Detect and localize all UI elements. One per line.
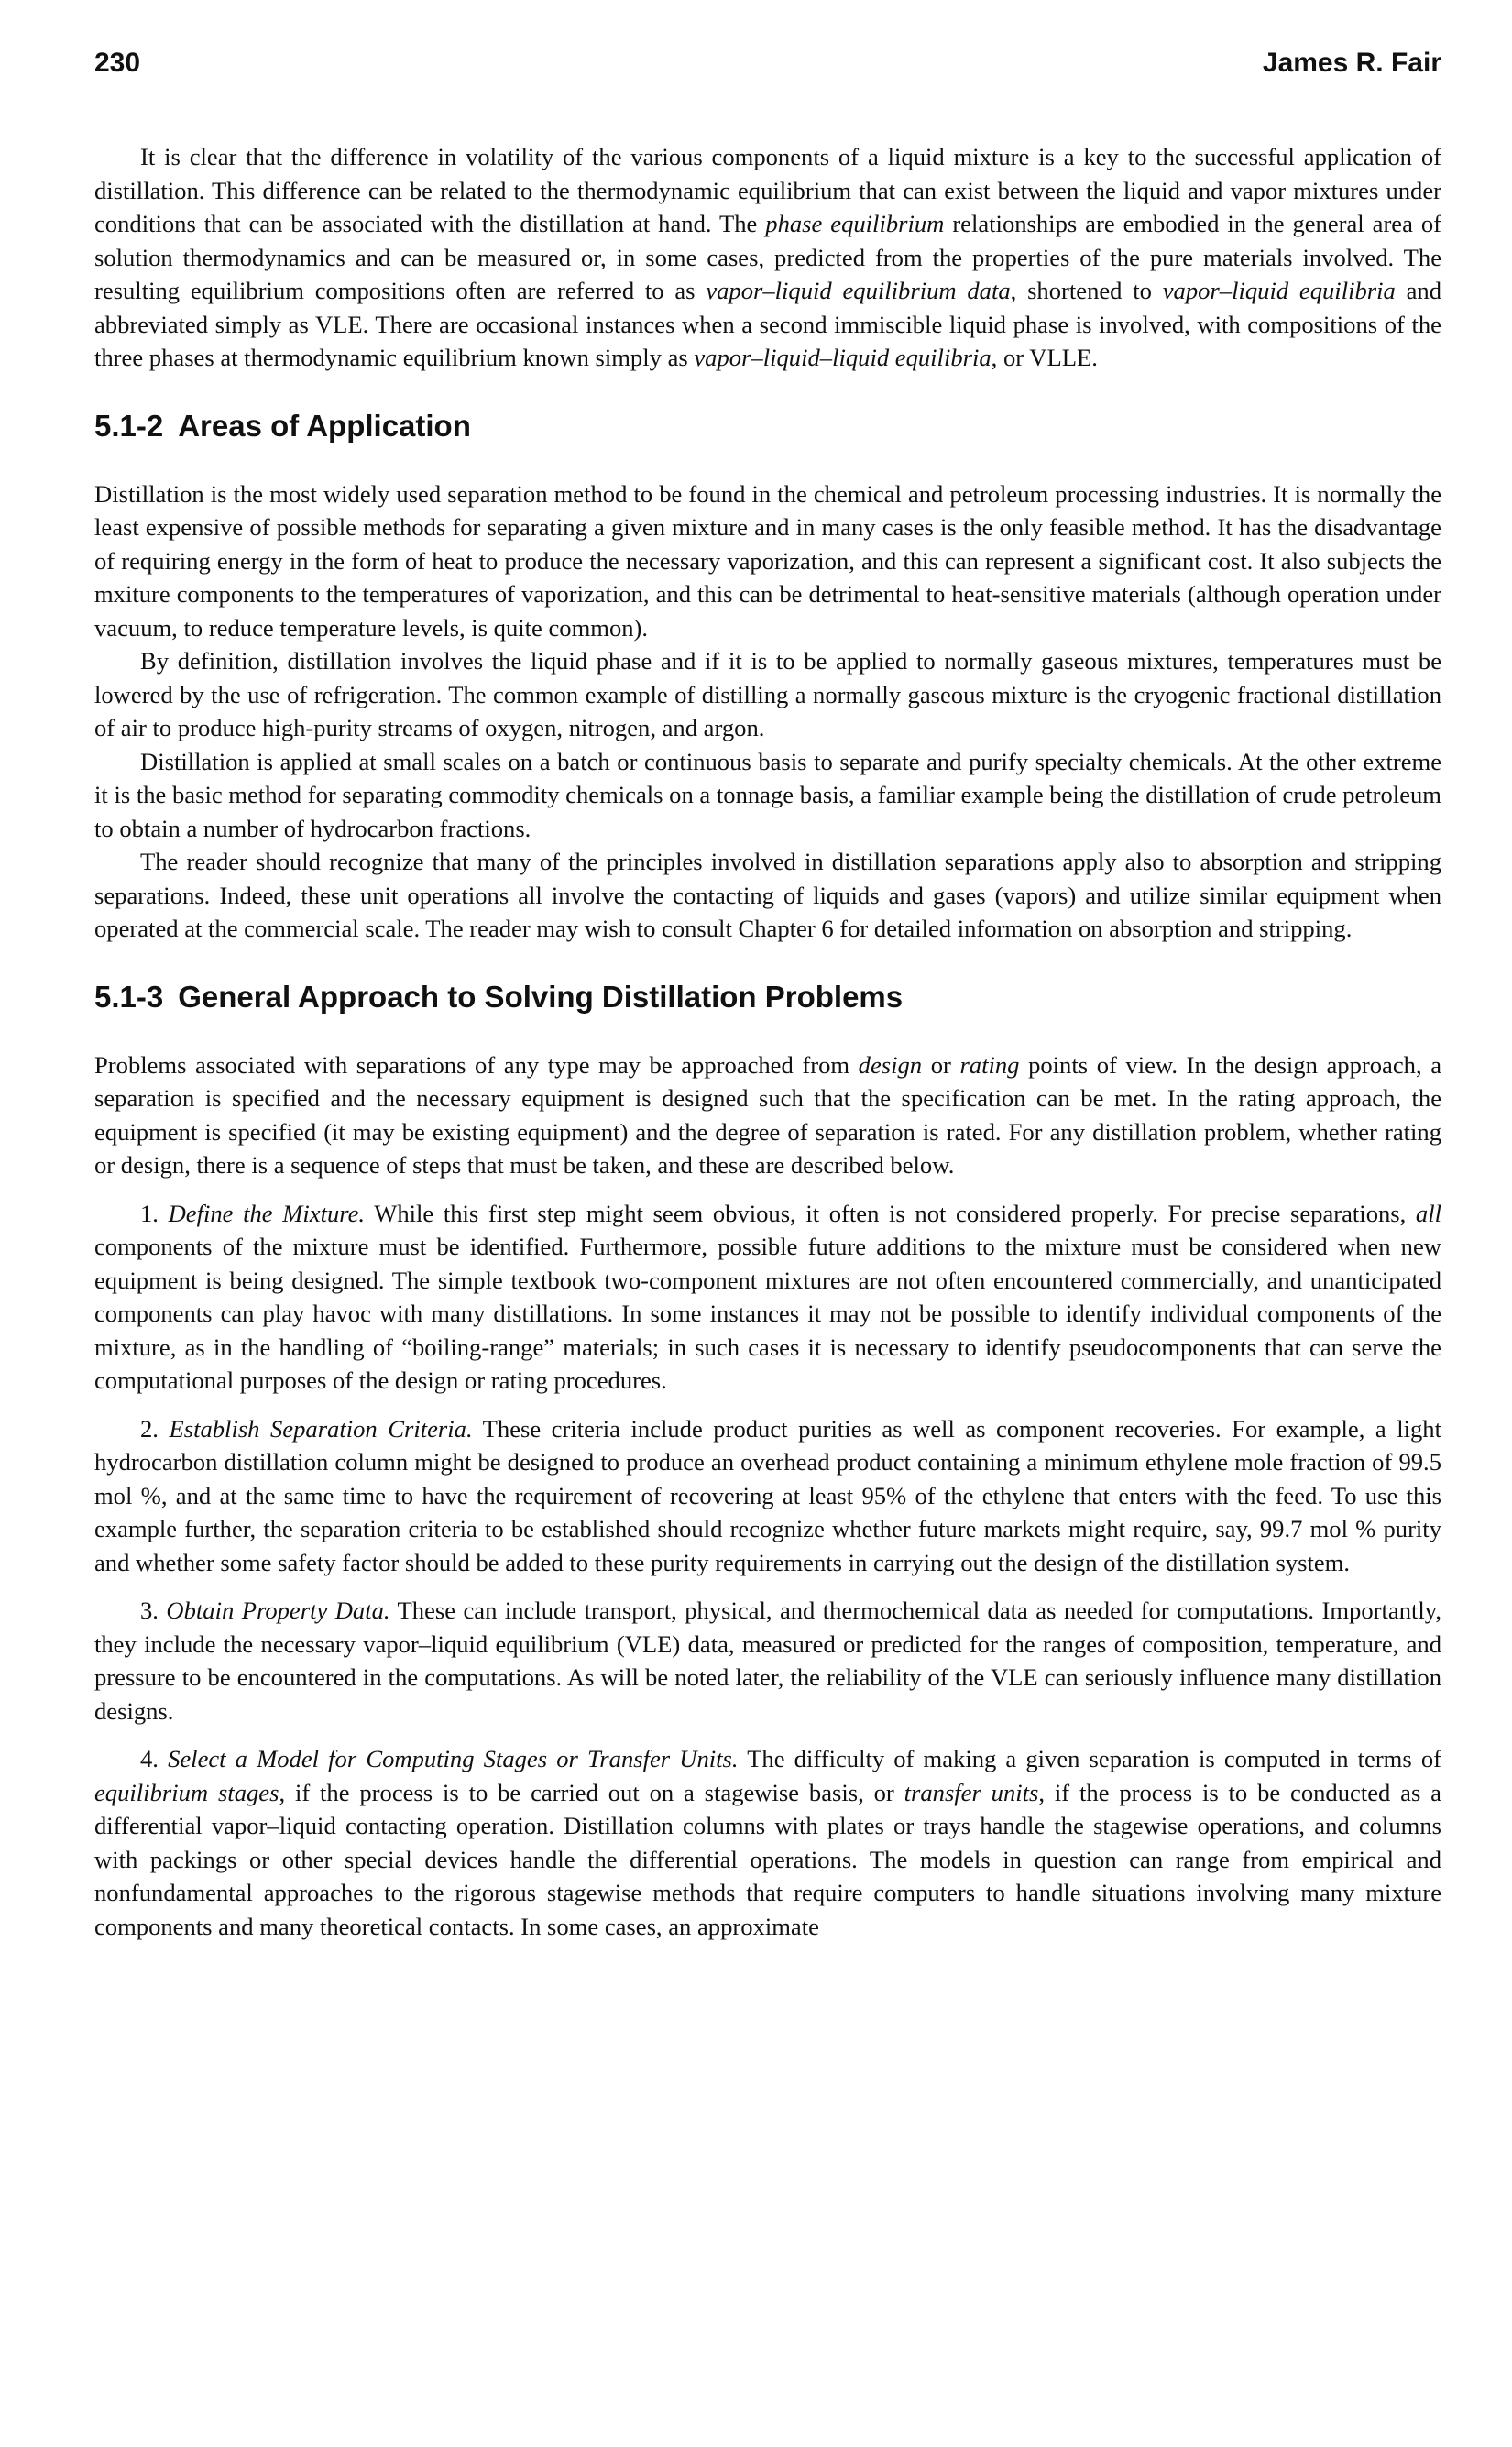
term-transfer-units: transfer units bbox=[904, 1778, 1039, 1806]
paragraph: By definition, distillation involves the liquid phase and if it is to be applied to normally gaseous mixtures, temperatures must be lowered by the use of refrigeration. The common example of distilling a normally gaseous mixture is the cryogenic fractional distillation of air to produce high-purity streams of oxygen, nitrogen, and argon. bbox=[94, 647, 1441, 741]
term-equilibrium-stages: equilibrium stages bbox=[94, 1778, 279, 1806]
intro-paragraph: It is clear that the difference in volatility of the various components of a liquid mixture is a key to the successful application of distillation. This difference can be related to the thermodynamic equilibrium that can exist between the liquid and vapor mixtures under conditions that can be associated with the distillation at hand. The phase equilibrium relationships are embodied in the general area of solution thermodynamics and can be measured or, in some cases, predicted from the properties of the pure materials involved. The resulting equilibrium compositions often are referred to as vapor–liquid equilibrium data, shortened to vapor–liquid equilibria and abbreviated simply as VLE. There are occasional instances when a second immiscible liquid phase is involved, with compositions of the three phases at thermodynamic equilibrium known simply as vapor–liquid–liquid equilibria, or VLLE. bbox=[94, 143, 1441, 371]
running-head-author: James R. Fair bbox=[1262, 48, 1441, 78]
paragraph: Distillation is applied at small scales on a batch or continuous basis to separate and purify specialty chemicals. At the other extreme it is the basic method for separating commodity chemicals on a tonnage basis, a familiar example being the distillation of crude petroleum to obtain a number of hydrocarbon fractions. bbox=[94, 747, 1441, 842]
term-phase-equilibrium: phase equilibrium bbox=[765, 210, 945, 237]
list-item: 2. Establish Separation Criteria. These criteria include product purities as well as component recoveries. For example, a light hydrocarbon distillation column might be designed to produce an overhead product containing a minimum ethylene mole fraction of 99.5 mol %, and at the same time to have the requirement of recovering at least 95% of the ethylene that enters with the feed. To use this example further, the separation criteria to be established should recognize whether future markets might require, say, 99.7 mol % purity and whether some safety factor should be added to these purity requirements in carrying out the design of the distillation system. bbox=[94, 1414, 1441, 1576]
list-item-title: Select a Model for Computing Stages or Transfer Units. bbox=[168, 1745, 739, 1772]
paragraph: Distillation is the most widely used separation method to be found in the chemical and petroleum processing industries. It is normally the least expensive of possible methods for separating a given mixture and in many cases is the only feasible method. It has the disadvantage of requiring energy in the form of heat to produce the necessary vaporization, and this can represent a significant cost. It also subjects the mxiture components to the temperatures of vaporization, and this can be detrimental to heat-sensitive materials (although operation under vacuum, to reduce temperature levels, is quite common). bbox=[94, 479, 1441, 642]
list-item-title: Obtain Property Data. bbox=[166, 1597, 390, 1624]
section-number: 5.1-3 bbox=[94, 979, 164, 1014]
list-item-title: Establish Separation Criteria. bbox=[169, 1414, 473, 1443]
page-body bbox=[94, 140, 1441, 1943]
term-design: design bbox=[858, 1050, 923, 1079]
list-item: 4. Select a Model for Computing Stages or Transfer Units. The difficulty of making a given separation is computed in terms of equilibrium stages, if the process is to be carried out on a stagewise basis, or transfer units, if the process is to be conducted as a differential vapor–liquid contacting operation. Distillation columns with plates or trays handle the stagewise operations, and columns with packings or other special devices handle the differential operations. The models in question can range from empirical and nonfundamental approaches to the rigorous stagewise methods that require computers to handle situations involving many mixture components and many theoretical contacts. In some cases, an approximate bbox=[94, 1745, 1441, 1940]
section-heading-areas-of-application bbox=[94, 408, 1441, 444]
section-number: 5.1-2 bbox=[94, 408, 164, 443]
section-heading-general-approach bbox=[94, 979, 1441, 1015]
section-title: General Approach to Solving Distillation Problems bbox=[178, 979, 904, 1014]
paragraph: The reader should recognize that many of the principles involved in distillation separations apply also to absorption and stripping separations. Indeed, these unit operations all involve the contacting of liquids and gases (vapors) and utilize similar equipment when operated at the commercial scale. The reader may wish to consult Chapter 6 for detailed information on absorption and stripping. bbox=[94, 848, 1441, 942]
term-vle: vapor–liquid equilibria bbox=[1162, 277, 1396, 304]
running-header bbox=[94, 48, 1441, 79]
term-vlle: vapor–liquid–liquid equilibria bbox=[694, 344, 992, 371]
list-item-title: Define the Mixture. bbox=[168, 1199, 366, 1227]
page-number: 230 bbox=[94, 48, 141, 78]
paragraph: Problems associated with separations of any type may be approached from design or rating points of view. In the design approach, a separation is specified and the necessary equipment is designed such that the specification can be met. In the rating approach, the equipment is specified (it may be existing equipment) and the degree of separation is rated. For any distillation problem, whether rating or design, there is a sequence of steps that must be taken, and these are described below. bbox=[94, 1050, 1441, 1179]
term-rating: rating bbox=[959, 1050, 1020, 1079]
term-all: all bbox=[1415, 1199, 1441, 1227]
list-item: 3. Obtain Property Data. These can include transport, physical, and thermochemical data as needed for computations. Importantly, they include the necessary vapor–liquid equilibrium (VLE) data, measured or predicted for the ranges of composition, temperature, and pressure to be encountered in the computations. As will be noted later, the reliability of the VLE can seriously influence many distillation designs. bbox=[94, 1597, 1441, 1725]
section-title: Areas of Application bbox=[178, 408, 471, 443]
term-vle-data: vapor–liquid equilibrium data bbox=[706, 277, 1011, 304]
list-item: 1. Define the Mixture. While this first step might seem obvious, it often is not considered properly. For precise separations, all components of the mixture must be identified. Furthermore, possible future additions to the mixture must be considered when new equipment is being designed. The simple textbook two-component mixtures are not often encountered commercially, and unanticipated components can play havoc with many distillations. In some instances it may not be possible to identify individual components of the mixture, as in the handling of “boiling-range” materials; in such cases it is necessary to identify pseudocomponents that can serve the computational purposes of the design or rating procedures. bbox=[94, 1199, 1441, 1394]
